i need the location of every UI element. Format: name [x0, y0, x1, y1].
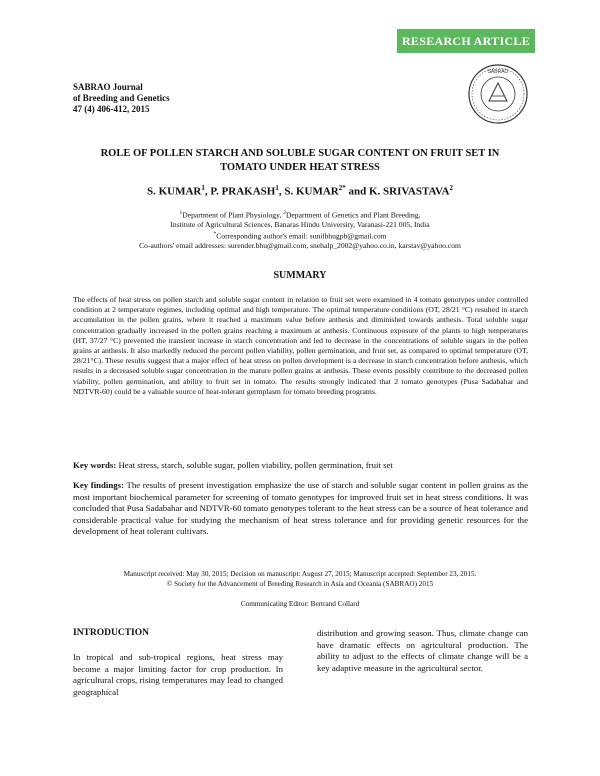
affil-sup: 2: [283, 210, 286, 216]
copyright: © Society for the Advancement of Breeding Research in Asia and Oceania (SABRAO) 2015: [166, 580, 434, 588]
author-sup: 2*: [338, 184, 346, 192]
coauthor-emails: Co-authors' email addresses: surender.bhu@gmail.com, snehalp_2002@yahoo.co.in, karstav@yahoo.com: [139, 240, 461, 250]
sabrao-seal-icon: [467, 63, 529, 125]
author-separator: ,: [204, 185, 211, 198]
title-line-2: TOMATO UNDER HEAT STRESS: [220, 162, 380, 173]
journal-name: SABRAO Journal: [73, 82, 143, 92]
introduction-heading: INTRODUCTION: [73, 628, 150, 638]
summary-text: The effects of heat stress on pollen starch and soluble sugar content in relation to fruit set were examined in 4 tomato genotypes under controlled condition at 2 temperature regimes, including optimal and high temperature. The optimal temperature conditions (OT, 28/21 °C) resulted in starch accumulation in the pollen grains, where it reached a maximum value before anthesis and diminished towards anthesis. Total soluble sugar concentration gradually increased in the pollen grains reaching a maximum at anthesis. Continuous exposure of the plants to high temperatures (HT, 37/27 °C) prevented the transient increase in starch concentration and led to decrease in the concentrations of soluble sugars in the pollen grains at anthesis. It also markedly reduced the percent pollen viability, pollen germination, and fruit set, as compared to optimal temperature (OT, 28/21°C). These results suggest that a major effect of heat stress on pollen development is a decrease in starch concentration before anthesis, which results in a decreased soluble sugar concentration in the mature pollen grains at anthesis. These events possibly contribute to the decreased pollen viability, pollen germination, and ability to fruit set in tomato. The results strongly indicated that 2 tomato genotypes (Pusa Sadabahar and NDTVR-60) could be a valuable source of heat-tolerant germplasm for tomato breeding programs.: [73, 295, 528, 396]
corresponding-text: Corresponding author's email: sunilbhugpb@gmail.com: [216, 231, 387, 241]
journal-citation: 47 (4) 406-412, 2015: [73, 104, 150, 114]
affil-sup: 1: [179, 210, 183, 216]
summary-heading: SUMMARY: [273, 270, 327, 281]
author-name: P. PRAKASH: [210, 185, 276, 198]
keywords-text: Heat stress, starch, soluble sugar, pollen viability, pollen germination, fruit set: [116, 460, 393, 470]
research-article-badge: RESEARCH ARTICLE: [397, 29, 535, 53]
author-name: K. SRIVASTAVA: [369, 185, 450, 198]
title-line-1: ROLE OF POLLEN STARCH AND SOLUBLE SUGAR CONTENT ON FRUIT SET IN: [100, 148, 500, 159]
keywords: [73, 460, 528, 471]
author-sup: 2: [449, 184, 454, 192]
author-list: [60, 184, 540, 198]
keywords-label: Key words:: [73, 460, 117, 470]
journal-subtitle: of Breeding and Genetics: [73, 93, 170, 103]
manuscript-dates: Manuscript received: May 30, 2015; Decision on manuscript: August 27, 2015; Manuscript accepted: September 23, 2015.: [123, 570, 477, 578]
author-name: S. KUMAR: [146, 185, 202, 198]
author-sup: 1: [275, 184, 279, 192]
key-findings: [73, 480, 528, 538]
key-findings-text: The results of present investigation emphasize the use of starch and soluble sugar content in pollen grains as the most important biochemical parameter for screening of tomato genotypes for improved fruit set in heat stress conditions. It was concluded that Pusa Sadabahar and NDTVR-60 tomato genotypes tolerant to the heat stress can be a source of heat tolerance and considerable practical value for studying the mechanism of heat stress tolerance and for providing genetic resources for the development of heat tolerant cultivars.: [73, 480, 529, 537]
affil-dept-1: Department of Plant Physiology,: [182, 210, 284, 220]
key-findings-label: Key findings:: [73, 480, 125, 490]
author-sup: 1: [201, 184, 205, 192]
affiliations: [60, 209, 540, 250]
logo-ring-text: SABRAO: [487, 69, 509, 75]
article-title: [60, 147, 540, 175]
affiliation-departments: [60, 209, 540, 220]
author-and: and: [345, 185, 369, 198]
affil-dept-2: Department of Genetics and Plant Breeding,: [285, 210, 421, 220]
introduction-left-column: In tropical and sub-tropical regions, heat stress may become a major limiting factor for crop production. In agricultural crops, rising temperatures may lead to changed geographical: [73, 652, 283, 697]
communicating-editor: Communicating Editor: Bertrand Collard: [240, 600, 360, 608]
affiliation-institute: Institute of Agricultural Sciences, Banaras Hindu University, Varanasi-221 005, India: [170, 220, 430, 230]
author-separator: ,: [278, 185, 285, 198]
author-name: S. KUMAR: [284, 185, 339, 198]
introduction-right-column: distribution and growing season. Thus, climate change can have dramatic effects on agricultural production. The ability to adjust to the effects of climate change will be a key adaptive measure in the agricultural sector.: [317, 628, 528, 673]
affil-sup: *: [213, 230, 217, 237]
corresponding-email: [60, 230, 540, 241]
manuscript-info: [60, 569, 540, 589]
journal-info: [73, 82, 170, 115]
